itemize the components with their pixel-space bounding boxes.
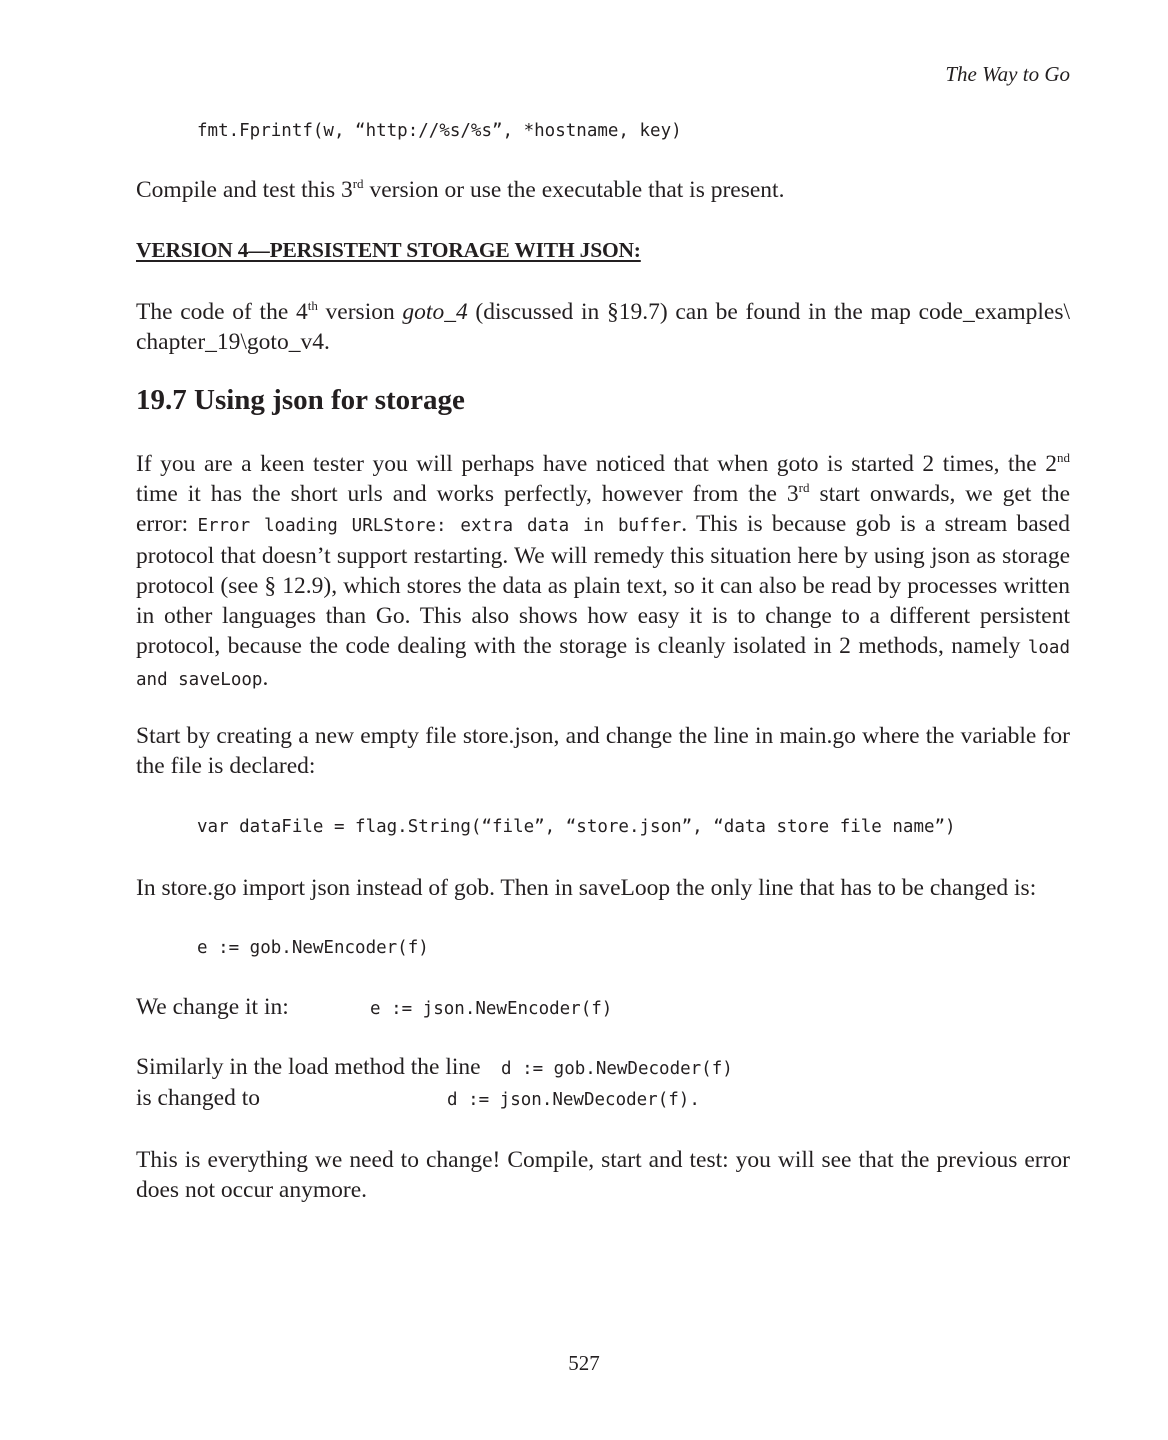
inline-code-saveloop: and saveLoop [136,670,263,690]
chapter-heading: 19.7 Using json for storage [136,384,465,416]
code-gob-encoder: e := gob.NewEncoder(f) [197,938,429,958]
paragraph-start: Start by creating a new empty file store.json, and change the line in main.go where the variable for the file is declared: [136,723,1070,779]
code-json-decoder: d := json.NewDecoder(f). [447,1090,700,1110]
change-label: We change it in: [136,994,289,1020]
changed-to-label: is changed to [136,1085,260,1111]
paragraph-version4: The code of the 4th version goto_4 (discussed in §19.7) can be found in the map code_examples\ chapter_19\goto_v4. [136,298,1070,355]
similarly-label: Similarly in the load method the line [136,1054,481,1080]
page-number: 527 [568,1351,600,1375]
inline-code-error: Error loading URLStore: extra data in buffer [197,516,682,536]
code-json-encoder: e := json.NewEncoder(f) [370,999,613,1019]
code-datafile: var dataFile = flag.String(“file”, “store.json”, “data store file name”) [197,817,956,837]
code-gob-decoder: d := gob.NewDecoder(f) [501,1059,733,1079]
paragraph-keen-tester: If you are a keen tester you will perhaps have noticed that when goto is started 2 times, the 2nd time it has the short urls and works perfectly, however from the 3rd start onwards, we get the error: Error loading URLStore: extra data in buffer. This is because gob is a stream based protocol that doesn’t support restarting. We will remedy this situation here by using json as storage protocol (see § 12.9), which stores the data as plain text, so it can also be read by processes written in other languages than Go. This also shows how easy it is to change to a different persistent protocol, because the code dealing with the storage is cleanly isolated in 2 methods, namely load and saveLoop. [136,450,1070,691]
paragraph-everything: This is everything we need to change! Compile, start and test: you will see that the previous error does not occur anymore. [136,1147,1070,1203]
running-head: The Way to Go [945,62,1070,86]
paragraph-compile: Compile and test this 3rd version or use the executable that is present. [136,176,785,203]
paragraph-import: In store.go import json instead of gob. Then in saveLoop the only line that has to be changed is: [136,875,1037,901]
code-fprintf: fmt.Fprintf(w, “http://%s/%s”, *hostname, key) [197,121,682,141]
inline-code-load: load [1027,638,1070,658]
section-heading: VERSION 4—PERSISTENT STORAGE WITH JSON: [136,238,641,262]
